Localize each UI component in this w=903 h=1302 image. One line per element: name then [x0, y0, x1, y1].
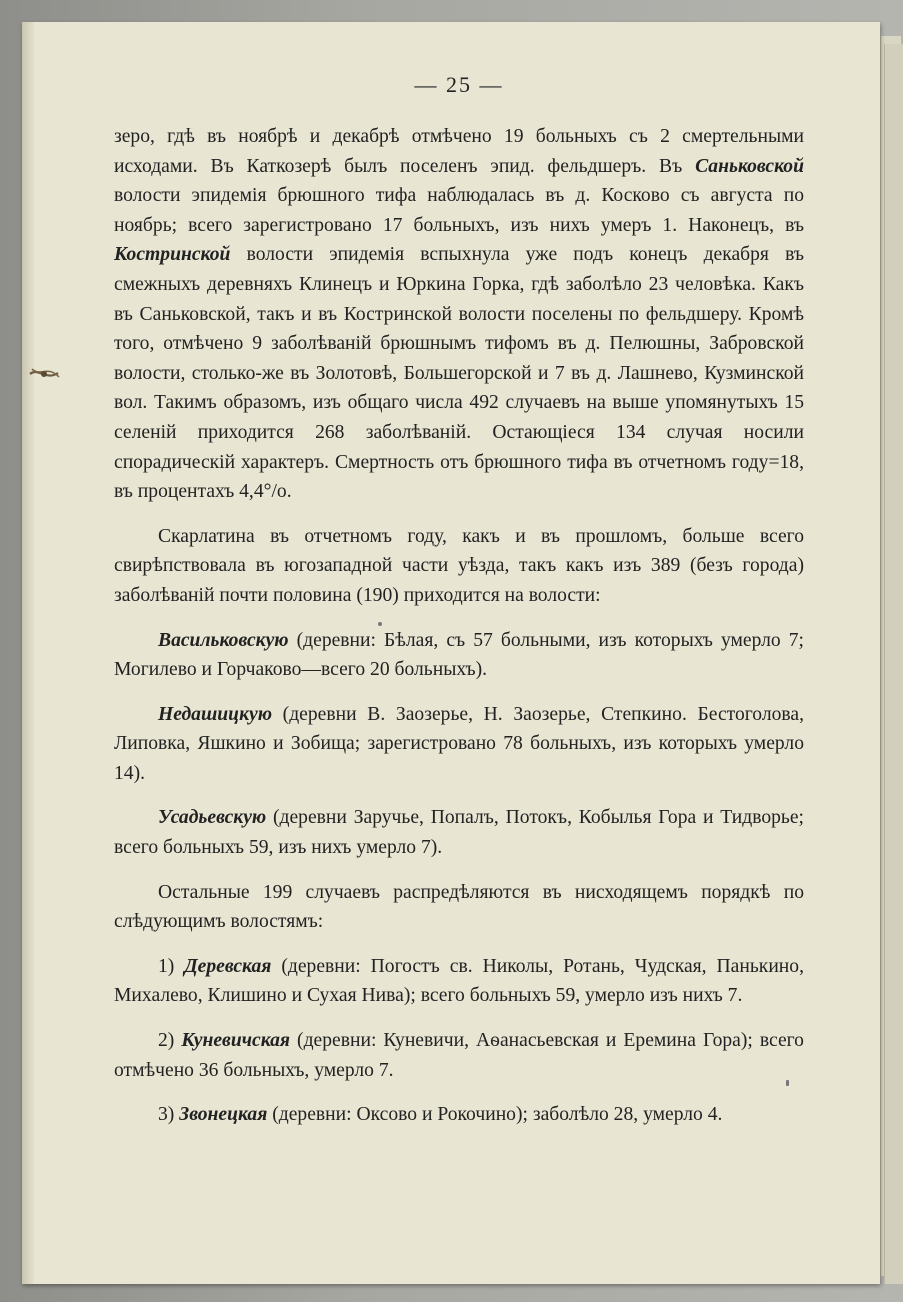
paragraph [114, 803, 804, 862]
emphasized-place-name: Васильковскую [158, 629, 289, 651]
paragraph [114, 1026, 804, 1085]
paragraph-text: (деревни Заручье, Попалъ, Потокъ, Кобылья Гора и Тидворье; всего больныхъ 59, изъ нихъ умерло 7). [114, 807, 804, 859]
paragraph-list [114, 122, 804, 1130]
binding-thread-icon [28, 347, 62, 401]
paragraph-text: (деревни: Бѣлая, съ 57 больными, изъ которыхъ умерло 7; Могилево и Горчаково—всего 20 больныхъ). [114, 629, 804, 681]
page-stack-edge [884, 44, 903, 1284]
emphasized-place-name: Усадьевскую [158, 807, 267, 829]
paragraph [114, 1100, 804, 1130]
paragraph-text: (деревни В. Заозерье, Н. Заозерье, Степкино. Бестоголова, Липовка, Яшкино и Зобища; зарегистровано 78 больныхъ, изъ которыхъ умерло 14). [114, 703, 804, 784]
emphasized-place-name: Костринской [114, 244, 231, 266]
emphasized-place-name: Саньковской [695, 155, 804, 177]
paragraph-text: 1) [158, 955, 185, 977]
emphasized-place-name: Деревская [184, 955, 272, 977]
emphasized-place-name: Недашицкую [158, 703, 273, 725]
paragraph-text: Скарлатина въ отчетномъ году, какъ и въ прошломъ, больше всего свирѣпствовала въ югозападной части уѣзда, такъ какъ изъ 389 (безъ города) заболѣваній почти половина (190) приходится на волости: [114, 525, 804, 606]
emphasized-place-name: Куневичская [181, 1030, 291, 1052]
paragraph-text: 2) [158, 1030, 182, 1052]
paragraph [114, 952, 804, 1011]
paragraph [114, 122, 804, 507]
paragraph-text: (деревни: Оксово и Рокочино); заболѣло 28, умерло 4. [267, 1104, 723, 1126]
paragraph [114, 626, 804, 685]
paragraph-text: (деревни: Погостъ св. Николы, Ротань, Чудская, Панькино, Михалево, Клишино и Сухая Нива); всего больныхъ 59, умерло изъ нихъ 7. [114, 955, 804, 1007]
paragraph [114, 878, 804, 937]
paragraph-text: (деревни: Куневичи, Аѳанасьевская и Еремина Гора); всего отмѣчено 36 больныхъ, умерло 7. [114, 1030, 804, 1081]
paragraph-text: волости эпидемія брюшного тифа наблюдалась въ д. Косково съ августа по ноябрь; всего зарегистровано 17 больныхъ, изъ нихъ умеръ 1. Наконецъ, въ [114, 185, 804, 236]
paragraph-text: Остальные 199 случаевъ распредѣляются въ нисходящемъ порядкѣ по слѣдующимъ волостямъ: [114, 881, 804, 933]
ink-speck [786, 1080, 789, 1086]
paragraph [114, 522, 804, 611]
page-number: — 25 — [414, 72, 504, 97]
book-page [22, 22, 880, 1284]
page-text [114, 70, 804, 1145]
emphasized-place-name: Звонецкая [179, 1104, 268, 1126]
paragraph-text: волости эпидемія вспыхнула уже подъ конецъ декабря въ смежныхъ деревняхъ Клинецъ и Юркина Горка, гдѣ заболѣло 23 человѣка. Какъ въ Саньковской, такъ и въ Костринской волости поселены по фельдшеру. Кромѣ того, отмѣчено 9 заболѣваній брюшнымъ тифомъ въ д. Пелюшны, Забровской волости, столько-же въ Золотовѣ, Большегорской и 7 въ д. Лашнево, Кузминской вол. Такимъ образомъ, изъ общаго числа 492 случаевъ на выше упомянутыхъ 15 селеній приходится 268 заболѣваній. Остающіеся 134 случая носили спорадическій характеръ. Смертность отъ брюшного тифа въ отчетномъ году=18, въ процентахъ 4,4°/о. [114, 244, 804, 503]
ink-speck [378, 622, 382, 626]
binding-gutter [22, 22, 34, 1284]
paragraph-text: 3) [158, 1104, 180, 1126]
paragraph [114, 700, 804, 789]
paragraph-text: зеро, гдѣ въ ноябрѣ и декабрѣ отмѣчено 19 больныхъ съ 2 смертельными исходами. Въ Каткозерѣ былъ поселенъ эпид. фельдшеръ. Въ [114, 126, 804, 177]
